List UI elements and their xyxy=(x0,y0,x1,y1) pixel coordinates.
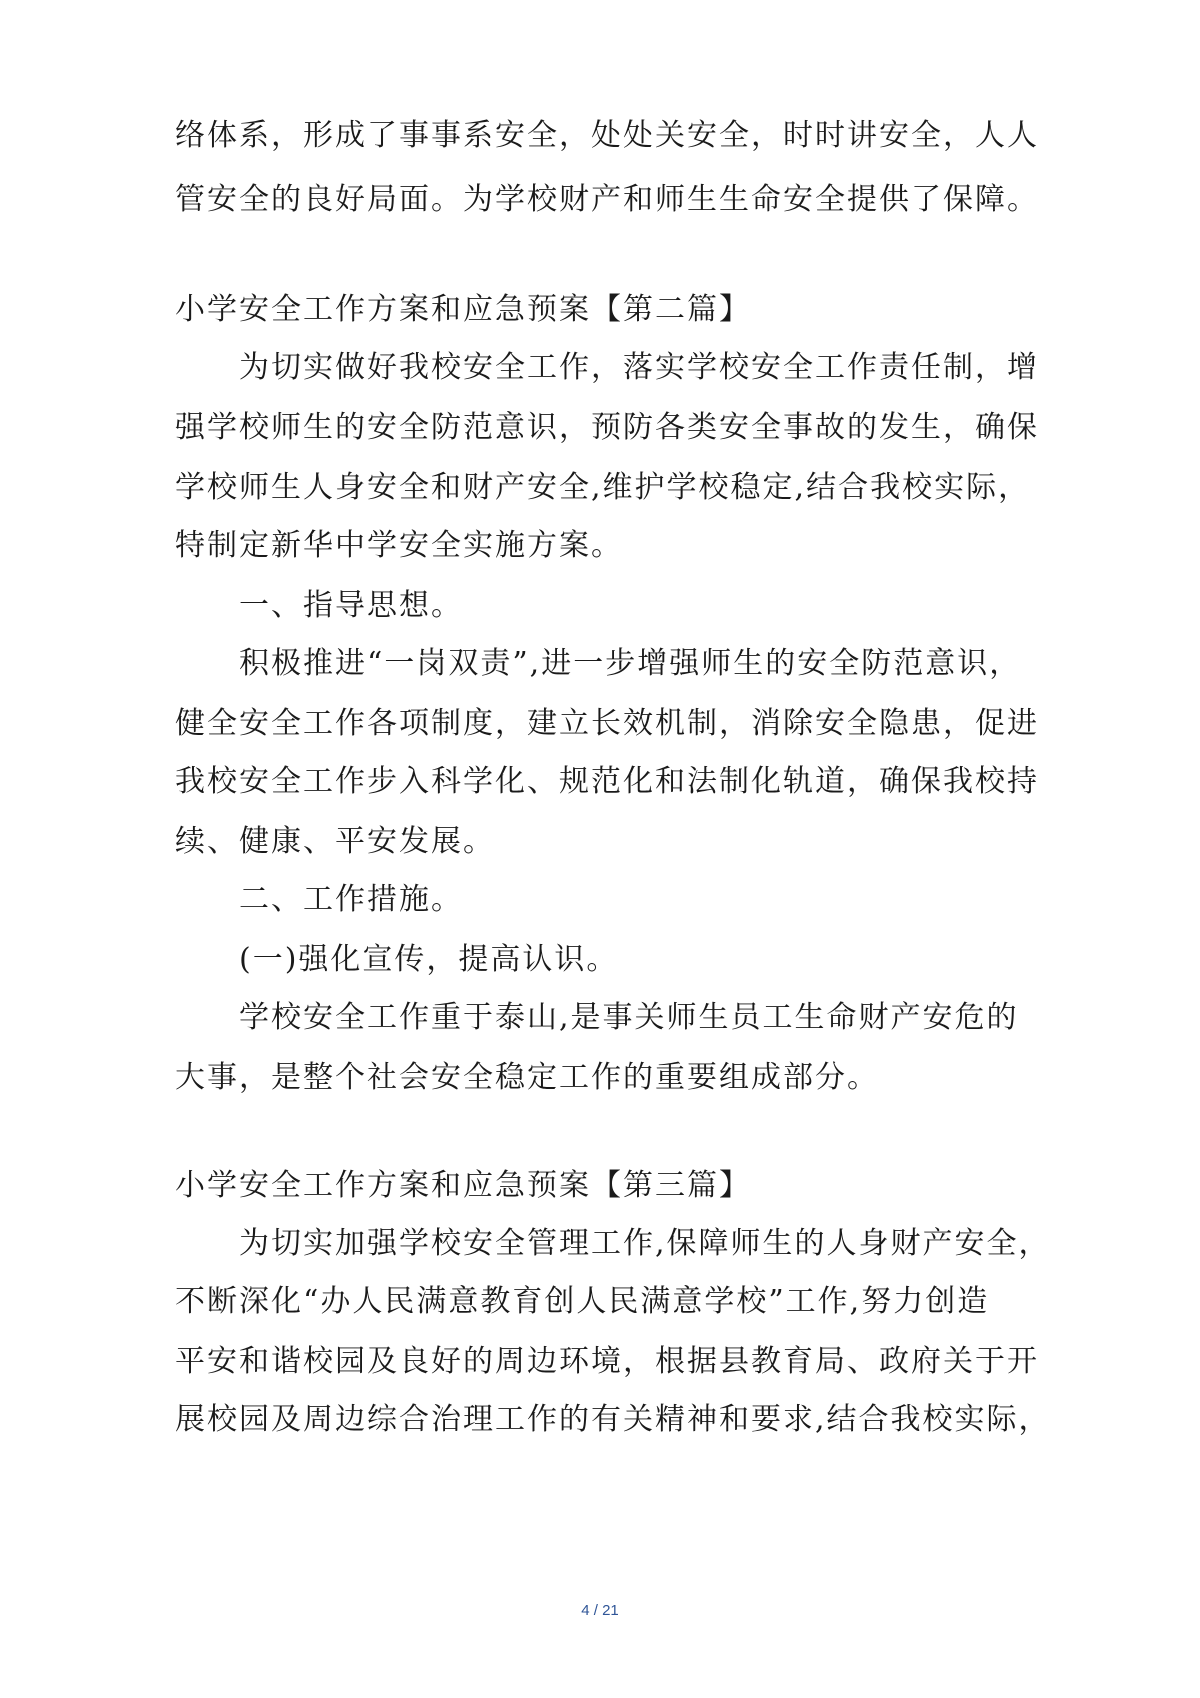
paragraph-first-line: 学校安全工作重于泰山,是事关师生员工生命财产安危的 xyxy=(239,1000,1019,1035)
subheading: 二、工作措施。 xyxy=(239,882,463,917)
text-line: 强学校师生的安全防范意识，预防各类安全事故的发生，确保 xyxy=(175,410,1039,445)
section-heading-3: 小学安全工作方案和应急预案【第三篇】 xyxy=(175,1168,751,1203)
text-line: 不断深化“办人民满意教育创人民满意学校”工作,努力创造 xyxy=(175,1284,990,1319)
text-line: 管安全的良好局面。为学校财产和师生生命安全提供了保障。 xyxy=(175,182,1039,217)
text-line: 健全安全工作各项制度，建立长效机制，消除安全隐患，促进 xyxy=(175,706,1039,741)
text-line: 平安和谐校园及良好的周边环境，根据县教育局、政府关于开 xyxy=(175,1344,1039,1379)
text-line: 我校安全工作步入科学化、规范化和法制化轨道，确保我校持 xyxy=(175,764,1039,799)
text-line: 展校园及周边综合治理工作的有关精神和要求,结合我校实际， xyxy=(175,1402,1051,1437)
paragraph-first-line: 为切实加强学校安全管理工作,保障师生的人身财产安全， xyxy=(239,1226,1051,1261)
paragraph-first-line: 为切实做好我校安全工作，落实学校安全工作责任制，增 xyxy=(239,350,1039,385)
subheading: 一、指导思想。 xyxy=(239,588,463,623)
section-heading-2: 小学安全工作方案和应急预案【第二篇】 xyxy=(175,292,751,327)
text-line: 络体系，形成了事事系安全，处处关安全，时时讲安全，人人 xyxy=(175,118,1039,153)
paragraph-first-line: 积极推进“一岗双责”,进一步增强师生的安全防范意识， xyxy=(239,646,1022,681)
page-number: 4 / 21 xyxy=(581,1602,619,1619)
text-line: 学校师生人身安全和财产安全,维护学校稳定,结合我校实际， xyxy=(175,470,1031,505)
text-line: 续、健康、平安发展。 xyxy=(175,824,495,859)
text-line: 特制定新华中学安全实施方案。 xyxy=(175,528,623,563)
subheading: (一)强化宣传，提高认识。 xyxy=(239,942,619,977)
text-line: 大事，是整个社会安全稳定工作的重要组成部分。 xyxy=(175,1060,879,1095)
